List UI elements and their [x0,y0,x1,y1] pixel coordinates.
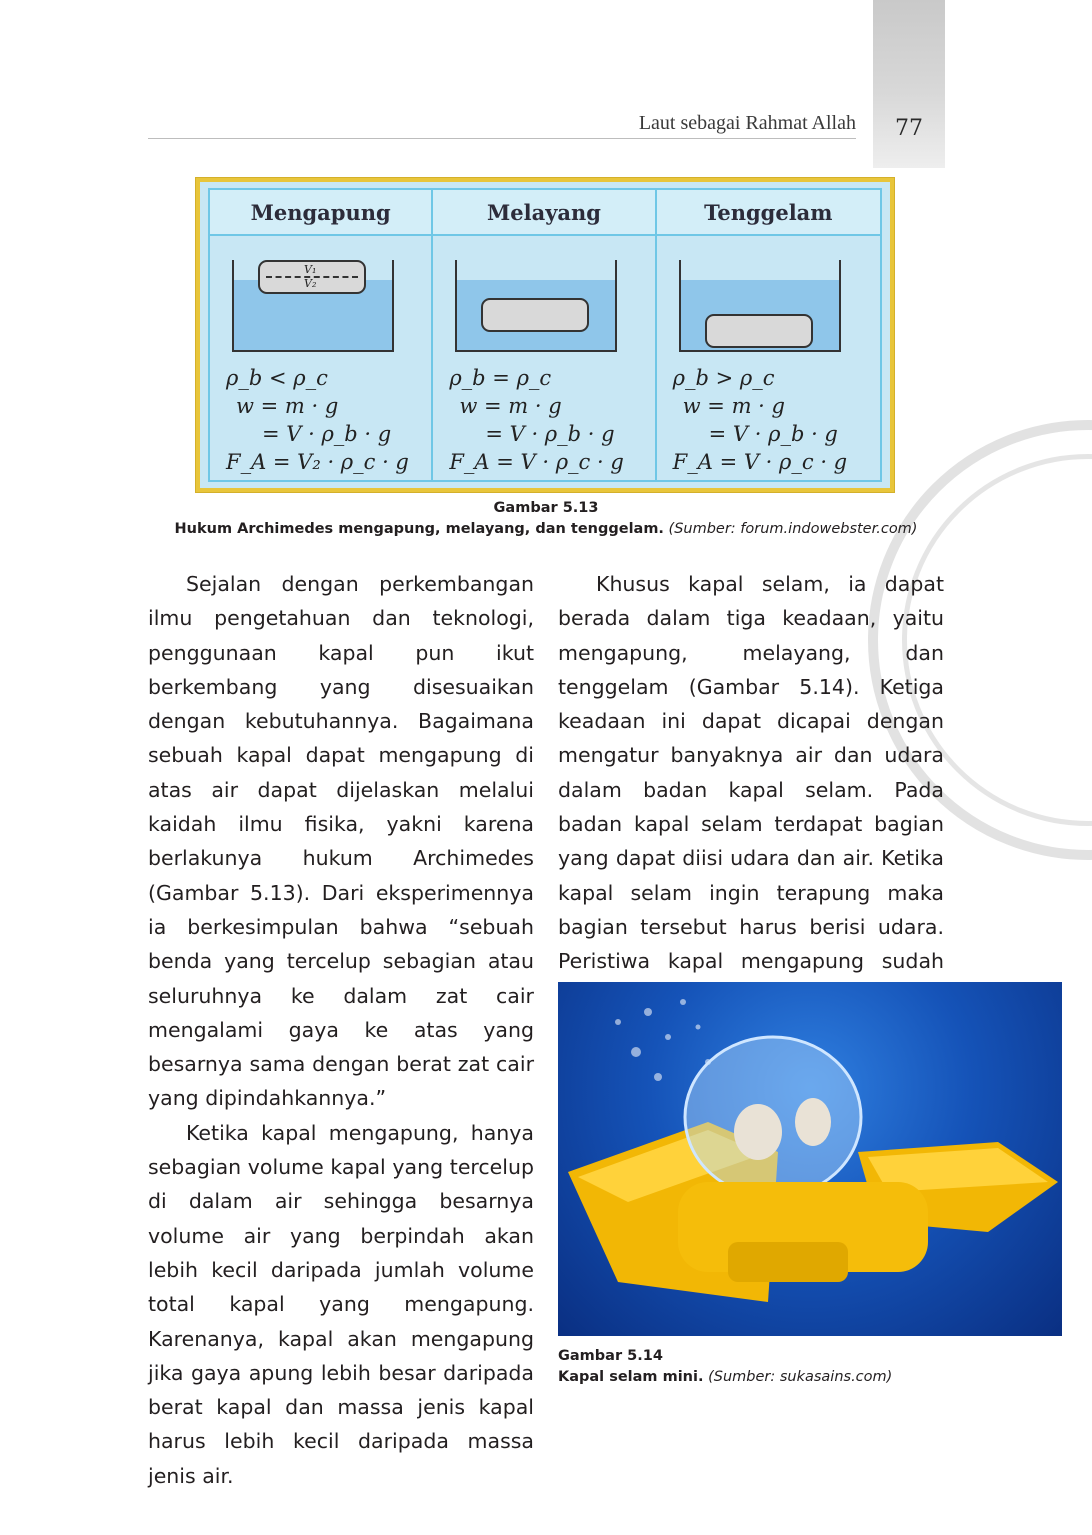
tank-diagram [455,260,617,352]
sinking-object [705,314,813,348]
suspended-object [481,298,589,332]
caption-text: Kapal selam mini. [558,1369,704,1385]
formula-line: ρ_b < ρ_c [226,366,328,390]
object-label-v1: V₁ [304,263,317,276]
caption-source: (Sumber: sukasains.com) [708,1369,893,1385]
formula-line: ρ_b > ρ_c [672,366,775,390]
formula-block [226,364,427,476]
tank-diagram [679,260,841,352]
tank-diagram [232,260,394,352]
archimedes-figure [196,178,894,492]
formula-line: ρ_b = ρ_c [449,366,552,390]
caption-text: Hukum Archimedes mengapung, melayang, dan tenggelam. [174,521,664,537]
page-number: 77 [895,116,923,141]
formula-line: w = m · g [682,394,785,418]
floating-object [258,260,366,294]
column-title-melayang: Melayang [433,190,656,236]
formula-line: F_A = V₂ · ρ_c · g [226,450,409,474]
paragraph: Sejalan dengan perkembangan ilmu pengetahuan dan teknologi, penggunaan kapal pun ikut berkembang yang disesuaikan dengan kebutuhannya. Bagaimana sebuah kapal dapat mengapung di atas air dapat dijelaskan melalui kaidah ilmu fisika, yakni karena berlakunya hukum Archimedes (Gambar 5.13). Dari eksperimennya ia berkesimpulan bahwa “sebuah benda yang tercelup sebagian atau seluruhnya ke dalam zat cair mengalami gaya ke atas yang besarnya sama dengan berat zat cair yang dipindahkannya.” [148,572,534,1111]
figure-caption [558,1346,892,1388]
column-title-tenggelam: Tenggelam [657,190,880,236]
right-column [558,567,944,1013]
header-divider [148,138,856,139]
caption-source: (Sumber: forum.indowebster.com) [668,521,918,537]
mini-submarine-photo [558,982,1062,1336]
object-label-v2: V₂ [304,277,317,290]
formula-line: F_A = V · ρ_c · g [672,450,848,474]
page-number-tab [873,0,945,168]
figure-number: Gambar 5.14 [558,1348,663,1364]
submarine-illustration [558,982,1062,1336]
paragraph: Ketika kapal mengapung, hanya sebagian volume kapal yang tercelup di dalam air sehingga besarnya volume air yang berpindah akan lebih kecil daripada jumlah volume total kapal yang mengapung. Karenanya, kapal akan mengapung jika gaya apung lebih besar daripada berat kapal dan massa jenis kapal harus lebih kecil daripada massa jenis air. [148,1120,534,1488]
cell-tenggelam [657,236,880,480]
running-title: Laut sebagai Rahmat Allah [638,112,856,134]
formula-block [449,364,650,476]
formula-line: F_A = V · ρ_c · g [449,450,624,474]
formula-line: w = m · g [459,394,562,418]
formula-line: = V · ρ_b · g [262,422,392,446]
left-column [148,567,534,1493]
formula-line: = V · ρ_b · g [485,422,615,446]
figure-caption [148,498,944,540]
figure-number: Gambar 5.13 [493,500,599,516]
formula-line: w = m · g [236,394,339,418]
paragraph: Khusus kapal selam, ia dapat berada dalam tiga keadaan, yaitu mengapung, melayang, dan tenggelam (Gambar 5.14). Ketiga keadaan ini dapat dicapai dengan mengatur banyaknya air dan udara dalam badan kapal selam. Pada badan kapal selam terdapat bagian yang dapat diisi udara dan air. Ketika kapal selam ingin terapung maka bagian tersebut harus berisi udara. Peristiwa kapal mengapung sudah [558,572,944,974]
cell-melayang [433,236,656,480]
formula-block [673,364,876,476]
column-title-mengapung: Mengapung [210,190,433,236]
cell-mengapung [210,236,433,480]
formula-line: = V · ρ_b · g [708,422,838,446]
